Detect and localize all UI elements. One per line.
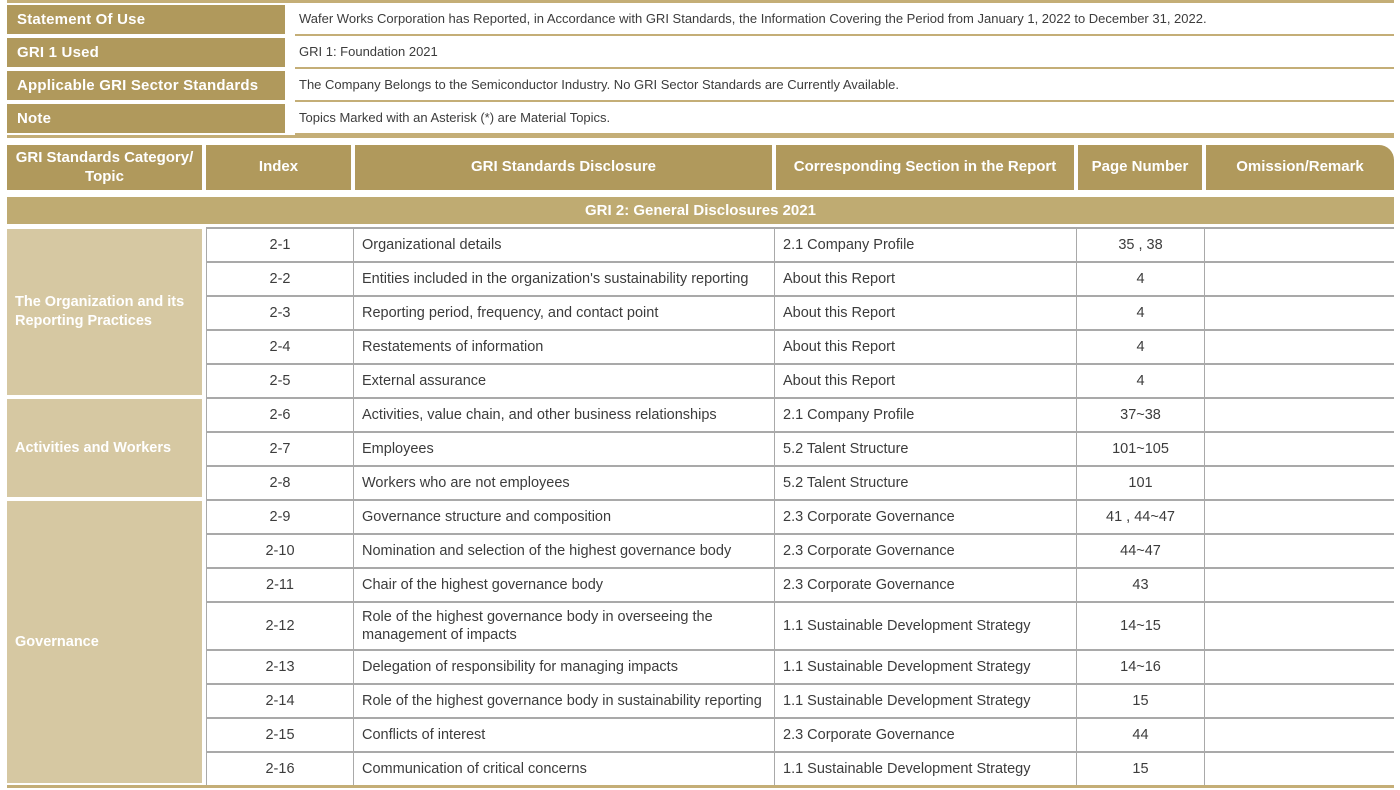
category-cell: The Organization and its Reporting Practices [7, 229, 202, 395]
info-row-gri-1-used [7, 36, 1394, 69]
section-cell: 2.3 Corporate Governance [775, 719, 1077, 751]
info-bottom-accent-bar [7, 135, 1394, 138]
info-value: Wafer Works Corporation has Reported, in Accordance with GRI Standards, the Information Covering the Period from January 1, 2022 to December 31, 2022. [295, 3, 1394, 36]
section-cell: 5.2 Talent Structure [775, 467, 1077, 499]
info-row-note [7, 102, 1394, 135]
table-bottom-accent-bar [7, 785, 1394, 788]
page-number-cell: 14~15 [1077, 603, 1205, 649]
omission-remark-cell [1205, 651, 1394, 683]
disclosure-cell: Reporting period, frequency, and contact point [354, 297, 775, 329]
disclosure-cell: Entities included in the organization's sustainability reporting [354, 263, 775, 295]
table-row [206, 683, 1394, 717]
section-cell: 5.2 Talent Structure [775, 433, 1077, 465]
disclosure-cell: Role of the highest governance body in sustainability reporting [354, 685, 775, 717]
index-cell: 2-8 [206, 467, 354, 499]
page-number-cell: 41 , 44~47 [1077, 501, 1205, 533]
page-number-cell: 14~16 [1077, 651, 1205, 683]
index-cell: 2-13 [206, 651, 354, 683]
section-cell: 2.1 Company Profile [775, 399, 1077, 431]
group-rows [206, 397, 1394, 499]
table-row [206, 649, 1394, 683]
info-row-sector-standards [7, 69, 1394, 102]
index-cell: 2-9 [206, 501, 354, 533]
disclosure-cell: Activities, value chain, and other business relationships [354, 399, 775, 431]
info-value: Topics Marked with an Asterisk (*) are Material Topics. [295, 102, 1394, 135]
omission-remark-cell [1205, 297, 1394, 329]
index-cell: 2-4 [206, 331, 354, 363]
category-cell: Governance [7, 501, 202, 783]
section-banner-gri-2: GRI 2: General Disclosures 2021 [7, 197, 1394, 224]
disclosure-cell: Restatements of information [354, 331, 775, 363]
table-row [206, 295, 1394, 329]
omission-remark-cell [1205, 603, 1394, 649]
omission-remark-cell [1205, 229, 1394, 261]
report-page [7, 0, 1394, 788]
table-row [206, 329, 1394, 363]
table-row [206, 431, 1394, 465]
section-cell: 1.1 Sustainable Development Strategy [775, 685, 1077, 717]
omission-remark-cell [1205, 719, 1394, 751]
info-label: Applicable GRI Sector Standards [7, 71, 285, 100]
table-row [206, 601, 1394, 649]
disclosure-cell: Nomination and selection of the highest governance body [354, 535, 775, 567]
section-cell: About this Report [775, 297, 1077, 329]
table-row [206, 751, 1394, 785]
section-cell: 1.1 Sustainable Development Strategy [775, 651, 1077, 683]
header-corresponding-section: Corresponding Section in the Report [776, 145, 1074, 190]
page-number-cell: 35 , 38 [1077, 229, 1205, 261]
omission-remark-cell [1205, 331, 1394, 363]
table-row [206, 363, 1394, 397]
table-row [206, 465, 1394, 499]
omission-remark-cell [1205, 535, 1394, 567]
category-group [7, 397, 1394, 499]
info-value: GRI 1: Foundation 2021 [295, 36, 1394, 69]
index-cell: 2-6 [206, 399, 354, 431]
section-cell: 2.1 Company Profile [775, 229, 1077, 261]
disclosure-cell: Conflicts of interest [354, 719, 775, 751]
page-number-cell: 4 [1077, 263, 1205, 295]
table-row [206, 227, 1394, 261]
table-row [206, 717, 1394, 751]
page-number-cell: 37~38 [1077, 399, 1205, 431]
index-cell: 2-3 [206, 297, 354, 329]
page-number-cell: 4 [1077, 365, 1205, 397]
info-label: GRI 1 Used [7, 38, 285, 67]
omission-remark-cell [1205, 399, 1394, 431]
header-disclosure: GRI Standards Disclosure [355, 145, 772, 190]
gri-content-index-table [7, 145, 1394, 788]
section-cell: About this Report [775, 263, 1077, 295]
index-cell: 2-14 [206, 685, 354, 717]
table-row [206, 261, 1394, 295]
disclosure-cell: Organizational details [354, 229, 775, 261]
page-number-cell: 44 [1077, 719, 1205, 751]
disclosure-cell: External assurance [354, 365, 775, 397]
index-cell: 2-10 [206, 535, 354, 567]
index-cell: 2-5 [206, 365, 354, 397]
header-omission-remark: Omission/Remark [1206, 145, 1394, 190]
table-row [206, 397, 1394, 431]
index-cell: 2-12 [206, 603, 354, 649]
omission-remark-cell [1205, 365, 1394, 397]
omission-remark-cell [1205, 501, 1394, 533]
index-cell: 2-2 [206, 263, 354, 295]
index-cell: 2-11 [206, 569, 354, 601]
omission-remark-cell [1205, 569, 1394, 601]
section-cell: 1.1 Sustainable Development Strategy [775, 753, 1077, 785]
header-index: Index [206, 145, 351, 190]
info-value: The Company Belongs to the Semiconductor Industry. No GRI Sector Standards are Currently Available. [295, 69, 1394, 102]
index-cell: 2-7 [206, 433, 354, 465]
page-number-cell: 44~47 [1077, 535, 1205, 567]
page-number-cell: 15 [1077, 753, 1205, 785]
omission-remark-cell [1205, 467, 1394, 499]
header-page-number: Page Number [1078, 145, 1202, 190]
disclosure-cell: Delegation of responsibility for managing impacts [354, 651, 775, 683]
omission-remark-cell [1205, 433, 1394, 465]
table-row [206, 499, 1394, 533]
section-cell: 2.3 Corporate Governance [775, 501, 1077, 533]
page-number-cell: 101 [1077, 467, 1205, 499]
section-cell: About this Report [775, 365, 1077, 397]
gri-table-body [7, 227, 1394, 785]
disclosure-cell: Workers who are not employees [354, 467, 775, 499]
disclosure-cell: Communication of critical concerns [354, 753, 775, 785]
group-rows [206, 227, 1394, 397]
category-group [7, 499, 1394, 785]
disclosure-cell: Chair of the highest governance body [354, 569, 775, 601]
category-group [7, 227, 1394, 397]
disclosure-cell: Governance structure and composition [354, 501, 775, 533]
index-cell: 2-15 [206, 719, 354, 751]
disclosure-cell: Employees [354, 433, 775, 465]
page-number-cell: 101~105 [1077, 433, 1205, 465]
omission-remark-cell [1205, 263, 1394, 295]
page-number-cell: 4 [1077, 297, 1205, 329]
group-rows [206, 499, 1394, 785]
gri-table-header-row [7, 145, 1394, 190]
page-number-cell: 43 [1077, 569, 1205, 601]
omission-remark-cell [1205, 685, 1394, 717]
omission-remark-cell [1205, 753, 1394, 785]
page-number-cell: 4 [1077, 331, 1205, 363]
table-row [206, 567, 1394, 601]
section-cell: 1.1 Sustainable Development Strategy [775, 603, 1077, 649]
page-number-cell: 15 [1077, 685, 1205, 717]
header-category-topic: GRI Standards Category/ Topic [7, 145, 202, 190]
category-cell: Activities and Workers [7, 399, 202, 497]
info-row-statement-of-use [7, 3, 1394, 36]
table-row [206, 533, 1394, 567]
index-cell: 2-16 [206, 753, 354, 785]
section-cell: 2.3 Corporate Governance [775, 569, 1077, 601]
index-cell: 2-1 [206, 229, 354, 261]
section-cell: 2.3 Corporate Governance [775, 535, 1077, 567]
info-label: Statement Of Use [7, 5, 285, 34]
disclosure-cell: Role of the highest governance body in overseeing the management of impacts [354, 603, 775, 649]
section-cell: About this Report [775, 331, 1077, 363]
info-label: Note [7, 104, 285, 133]
gri-statement-info-table [7, 0, 1394, 138]
